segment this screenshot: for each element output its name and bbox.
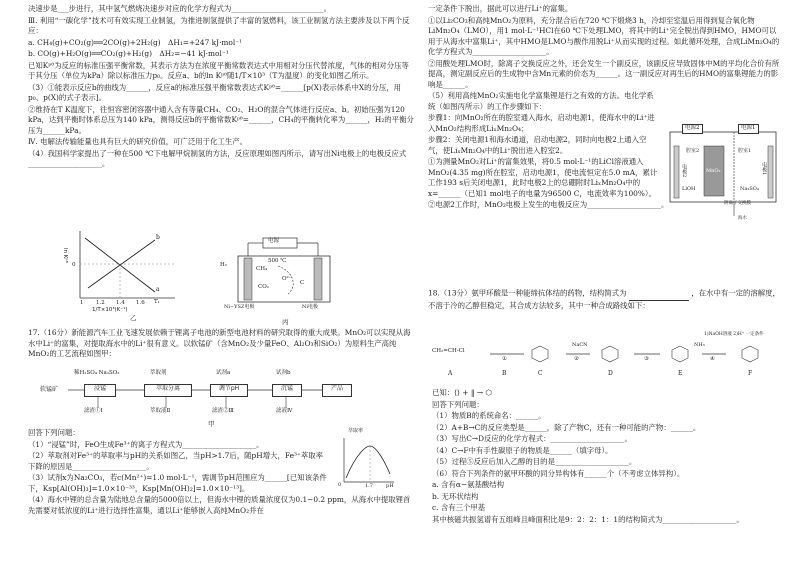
flow-box-extraction: 萃取分离	[144, 384, 192, 397]
question-18-body	[432, 388, 780, 526]
curve-label-b: b	[156, 234, 160, 241]
text-line: 回答下列问题：	[28, 428, 80, 437]
tranexamic-structure	[629, 286, 689, 301]
question-18-nmr: 其中核磁共振氢谱有五组峰且峰面积比是9：2：2：1：1的结构简式为____________________。	[432, 514, 744, 524]
cell2-lioh: LiOH	[682, 186, 696, 192]
question-18	[428, 286, 780, 313]
question-4: （4）我国科学家提出了一种在500 ℃下电解甲烷制氢的方法，反应原理如图丙所示，请写出Ni电极上的电极反应式____________________。	[28, 148, 407, 169]
flow-box-leaching: 浸锰	[84, 384, 116, 397]
question-3-1: （3）①能表示反应b的曲线为______，反应a的标准压强平衡常数表达式Kᵖᶿ=______[p(X)表示体系中X的分压，用p₀、p(X)的式子表示]。	[28, 82, 402, 103]
tick-16: 1.6	[136, 300, 145, 306]
label-b: B	[502, 370, 507, 377]
question-5: （5）利用高纯MnO₂实施电化学富集锂是行之有效的方法。电化学系统（如图丙所示）的工作步骤如下：	[428, 91, 654, 111]
synthesis-svg	[432, 336, 780, 384]
flow-reagent-2: 萃取剂	[150, 370, 167, 376]
flow-start: 软锰矿	[40, 386, 59, 393]
cell2-electrode2: 电极2	[681, 164, 688, 178]
question-17-body	[28, 428, 411, 517]
question-5-2: ②电源2工作时，MnO₂电极上发生的电极反应为____________________。	[428, 200, 669, 210]
flow-reagent-3: 试剂a	[216, 370, 231, 376]
cell-electrochem	[668, 124, 780, 224]
flow-box-precip: 沉锰	[272, 384, 302, 397]
question-18-title-text: 18.（13分）氨甲环酸是一种能缔抗体结的药物，结构简式为	[428, 288, 627, 298]
electrode-left: Ni−YSZ电极	[224, 304, 255, 310]
left-column	[28, 4, 416, 171]
tick-1: 1	[80, 300, 84, 306]
flow-box-ph: 调节pH	[210, 384, 248, 397]
text-line: 决速步是___步进行，其中氢气燃烧决速步对应的化学方程式为_________________________。	[28, 4, 332, 13]
synthesis-route	[432, 332, 780, 384]
reagent-nh3: NH₃	[694, 342, 705, 348]
question-4-1: ①以Li₂CO₃和高纯MnO₂为原料，充分混合后在720 ℃下煅烧3 h，冷却至室温后用得到复合氧化物LiMn₂O₄（LMO），用1 mol·L⁻¹HCl在60 ℃下处理LMO，将其中的Li⁺完全脱出得到HMO，HMO可以用于从海水中富集Li⁺，其中HMO是LMO与酸作用脱Li⁺从而实现的过程。如此循环处理，合成LiMn₂O₄的化学方程式为____________________。	[428, 15, 780, 57]
question-18-5: （5）过程⑤反应后加入乙醇的目的是____________________。	[432, 457, 637, 467]
flowchart-jia	[40, 368, 370, 420]
extraction-tick-ph: pH	[386, 483, 394, 489]
condition-a: a. 含有α−氨基酸结构	[432, 480, 505, 490]
step-2: ②	[574, 356, 579, 362]
label-a: A	[448, 370, 453, 377]
step-1: ①	[502, 356, 507, 362]
tick-0: 0	[72, 262, 76, 268]
question-18-cont: ，在水中有一定的溶解度，不溶于冷的乙醇但稳定，其合成方法较多，其中一种合成路线如下：	[428, 288, 780, 310]
cell-power-label: 电源	[268, 238, 280, 244]
question-5-1: ①为测量MnO₂对Li⁺的富集效果，将0.5 mol·L⁻¹的LiCl溶液通入MnO₂(4.35 mg)所在腔室，启动电源1，使电流恒定在5.0 mA，累计工作193 s后关闭电源1，此时电极2上的总硼附时LiₓMn₂O₄中的x=______（已知1 mol电子的电量为96500 C，电流效率为100%）。	[428, 157, 658, 198]
cell2-power1: 电源1	[738, 124, 759, 134]
condition-c: c. 含有三个甲基	[432, 503, 486, 513]
question-18-6: （6）符合下列条件的氨甲环酸的同分异构体有______个（不考虑立体异构）。	[432, 468, 685, 478]
species-co2: CO₂	[258, 284, 269, 290]
cell2-power2: 电源2	[682, 124, 703, 134]
flow-reagent-4: 试剂b	[276, 370, 291, 376]
species-c: C	[300, 280, 305, 286]
step-2: 步骤2：关闭电源1和海水通道，启动电源2，同时向电极2上通入空气，使LiₓMn₂O₄中的Li⁺脱出进入腔室2。	[428, 135, 647, 155]
text-line: 已知Kᵖᶿ为反应的标准压强平衡常数，其表示方法为在浓度平衡常数表达式中用相对分压代替浓度，气体的相对分压等于其分压（单位为kPa）除以标准压力p₀。反应a、b的ln Kᵖᶿ随1/T×10³（T为温度）的变化如图乙所示。	[28, 60, 409, 81]
known-reaction: 已知：⟨⟩ + ‖ → ⬡	[432, 388, 492, 397]
flow-reagent-1: 稀H₂SO₄ Na₂SO₃	[74, 370, 120, 376]
tick-12: 1.2	[96, 300, 105, 306]
label-c: C	[538, 370, 543, 377]
text-line: 回答下列问题：	[432, 399, 484, 409]
question-18-3: （3）写出C→D反应的化学方程式：____________________。	[432, 434, 632, 444]
question-18-1: （1）物质B的系统命名：______。	[432, 411, 546, 421]
cell2-na2so4: Na₂SO₄	[740, 186, 759, 192]
reagent-nacn: NaCN	[572, 342, 588, 348]
flowchart-caption: 甲	[208, 420, 215, 428]
question-17-3: （3）试剂x为Na₂CO₃，若c(Mn²⁺)=1.0 mol·L⁻¹，需调节pH范围应为______[已知该条件下，Ksp[Al(OH)₃]=1.0×10⁻³³，Ksp[Mn(OH)₂]=1.0×10⁻¹³]。	[28, 473, 327, 493]
step-3: ③	[644, 356, 649, 362]
text-line: Ⅳ. 电解法传输能量也具有巨大的研究价值，可广泛用于化工生产。	[28, 137, 248, 147]
text-line: Ⅲ. 利用“一碳化学”技术可有效实现工业制氢，为推进制氢提供了丰富的氢燃料，该工业制氢方法主要涉及以下两个反应：	[28, 15, 410, 36]
species-o2: O²⁻	[282, 276, 292, 282]
cell2-membrane: 阴离子交换膜	[724, 201, 751, 206]
cell2-chamber1: 腔室1	[738, 148, 752, 154]
question-18-title	[428, 286, 780, 312]
label-f: F	[748, 370, 753, 377]
question-18-2: （2）A+B→C的反应类型是______，除了产物C，还有一种可能的产物：______。	[432, 422, 701, 432]
equation-b: b. CO(g)+H₂O(g)══CO₂(g)+H₂(g) ΔH₂=−41 kJ·mol⁻¹	[28, 49, 229, 59]
question-17-1: （1）“浸锰”时，FeO生成Fe³⁺的离子方程式为____________________。	[28, 439, 264, 449]
curve-label-a: a	[156, 286, 160, 293]
cell2-mno2: MnO₂	[706, 168, 721, 174]
graph-yi-caption: 乙	[130, 314, 137, 322]
question-17-4: （4）海水中锂的总含量为陆地总含量的5000倍以上，但海水中锂的质量浓度仅为0.1~0.2 ppm，从海水中提取锂首先需要对低浓度的Li⁺进行选择性富集，通以Li⁺能够嵌入高纯MnO₂并在	[28, 495, 411, 515]
equation-a: a. CH₄(g)+CO₂(g)══2CO(g)+2H₂(g) ΔH₁=+247 kJ·mol⁻¹	[28, 37, 243, 47]
tick-14: 1.4	[116, 300, 125, 306]
graph-t1: T₁	[154, 299, 160, 305]
question-3-2: ②维持在T K温度下，往恒容密闭容器中通入含有等量CH₄、CO₂、H₂O的混合气体进行反应a、b。初始压强为120 kPa，达到平衡时体系总压为140 kPa，测得反应b的平衡常数Kᵖᶿ=______，CH₄的平衡转化率为______，H₂的平衡分压为______kPa。	[28, 104, 414, 135]
species-h2: H₂	[220, 262, 228, 268]
extraction-tick-17: 1.7	[365, 483, 373, 489]
extraction-graph	[336, 428, 396, 492]
extraction-y-label: 萃取率	[348, 428, 364, 434]
graph-y-label: ln Kᵖᶿ	[61, 248, 68, 263]
label-e: E	[678, 370, 683, 377]
cell-bing-caption: 丙	[282, 318, 289, 326]
cell2-chamber2: 腔室2	[686, 148, 700, 154]
flow-sub-1: 滤渣①Ⅰ	[84, 408, 103, 414]
question-17	[28, 328, 416, 361]
graph-x-label: 1/T×10³(K⁻¹)	[92, 307, 128, 313]
cell2-seawater: 海水	[738, 216, 747, 221]
text-line: 一定条件下脱出，据此可以进行Li⁺的富集。	[428, 4, 573, 13]
question-18-4: （4）C→F中有手性碳原子的物质是______（填字母）。	[432, 445, 613, 455]
flow-sub-3: 滤渣②Ⅲ	[212, 408, 234, 414]
flow-box-product: 产品	[322, 384, 352, 397]
condition-b: b. 无环状结构	[432, 491, 479, 501]
question-4-2: ②用酸处理LMO时，除离子交换反应之外，还会发生一个副反应，该副反应导致固体中M的平均化合价有所提高，测定副反应后的生成物中含Mn元素的价态为______。这一副反应对再生后的HMO的富集锂能力的影响是______。	[428, 58, 780, 89]
step-1: 步骤1：向MnO₂所在的腔室通入海水，启动电源1，使海水中的Li⁺进入MnO₂结构形成LiₓMn₂O₄；	[428, 113, 655, 133]
reagent-a: CH₂=CH-Cl	[432, 348, 465, 354]
graph-yi	[60, 226, 180, 321]
extraction-tick-0: 0	[338, 482, 342, 488]
question-17-2: （2）萃取剂对Fe³⁺的萃取率与pH的关系如图乙，当pH>1.7后，随pH增大，Fe³⁺萃取率下降的原因是____________________。	[28, 451, 324, 471]
cell2-electrode1: 电极1	[761, 162, 768, 176]
question-17-title: 17.（16分）新能源汽车工业飞速发展依赖于锂离子电池的新型电池材料的研究取得的重大成果。MnO₂可以实现从海水中Li⁺的富集，对提取海水中的Li⁺很有意义。以软锰矿（含MnO₂及少量FeO、Al₂O₃和SiO₂）为原料生产高纯MnO₂的工艺流程如图甲：	[28, 328, 411, 359]
flow-sub-4: 滤液Ⅳ	[276, 408, 293, 414]
species-ch4: CH₄	[256, 266, 268, 272]
cell-bing	[218, 236, 348, 316]
reagent-naoh: 1)NaOH溶液 2)H⁺ 一定条件	[704, 332, 764, 337]
step-4: ④	[710, 356, 715, 362]
electrode-right: Ni电极	[302, 304, 318, 310]
cell-temp-label: 500 ℃	[268, 258, 287, 264]
label-d: D	[608, 370, 613, 377]
flow-sub-2: 萃取液Ⅱ	[150, 408, 171, 414]
